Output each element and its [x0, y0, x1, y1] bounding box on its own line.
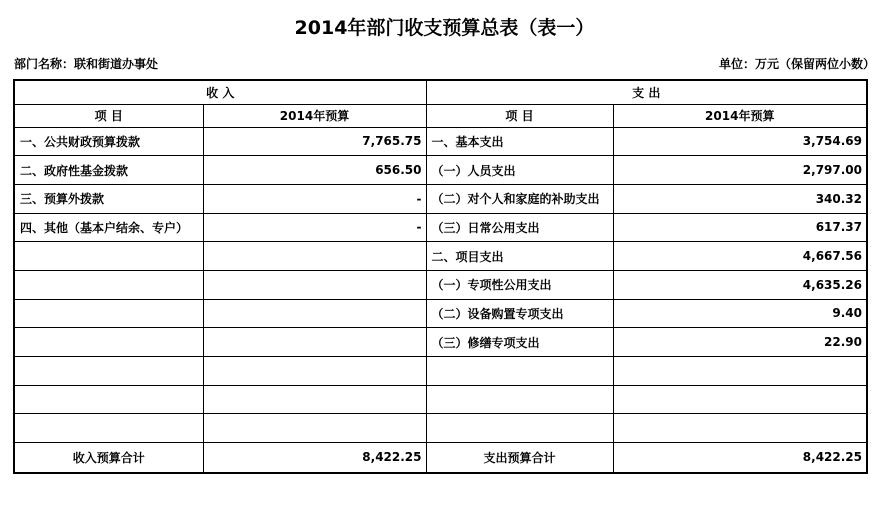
income-value-cell: [203, 270, 426, 299]
expense-item-cell: （一）专项性公用支出: [426, 270, 613, 299]
table-row: [14, 127, 867, 156]
income-total-label: 收入预算合计: [14, 443, 203, 473]
expense-item-cell: [426, 414, 613, 443]
unit-note-label: 单位：万元（保留两位小数）: [718, 57, 875, 71]
income-section-header: 收 入: [14, 80, 426, 104]
column-header-row: [14, 104, 867, 127]
expense-item-cell: 二、项目支出: [426, 242, 613, 271]
expense-value-cell: [613, 414, 867, 443]
expense-item-cell: [426, 357, 613, 386]
income-value-cell: [203, 328, 426, 357]
expense-value-cell: 3,754.69: [613, 127, 867, 156]
section-header-row: [14, 80, 867, 104]
income-item-cell: 一、公共财政预算拨款: [14, 127, 203, 156]
income-value-cell: [203, 385, 426, 414]
income-item-cell: 三、预算外拨款: [14, 184, 203, 213]
income-item-cell: 四、其他（基本户结余、专户）: [14, 213, 203, 242]
income-item-header: 项 目: [14, 104, 203, 127]
income-item-cell: [14, 357, 203, 386]
income-item-cell: [14, 385, 203, 414]
expense-value-cell: [613, 385, 867, 414]
expense-value-cell: 617.37: [613, 213, 867, 242]
expense-item-cell: （三）修缮专项支出: [426, 328, 613, 357]
expense-value-cell: 22.90: [613, 328, 867, 357]
income-item-cell: [14, 328, 203, 357]
income-item-cell: [14, 242, 203, 271]
expense-item-header: 项 目: [426, 104, 613, 127]
table-row: [14, 242, 867, 271]
budget-table: [13, 79, 868, 474]
table-row: [14, 299, 867, 328]
income-value-cell: -: [203, 213, 426, 242]
expense-value-cell: 4,635.26: [613, 270, 867, 299]
meta-row: [14, 55, 875, 72]
expense-value-cell: 2,797.00: [613, 156, 867, 185]
expense-item-cell: （三）日常公用支出: [426, 213, 613, 242]
table-row: [14, 328, 867, 357]
income-value-cell: 656.50: [203, 156, 426, 185]
table-row: [14, 385, 867, 414]
table-row: [14, 357, 867, 386]
income-budget-header: 2014年预算: [203, 104, 426, 127]
income-item-cell: [14, 414, 203, 443]
expense-value-cell: 4,667.56: [613, 242, 867, 271]
table-row: [14, 184, 867, 213]
expense-item-cell: （一）人员支出: [426, 156, 613, 185]
expense-item-cell: 一、基本支出: [426, 127, 613, 156]
income-value-cell: [203, 242, 426, 271]
table-row: [14, 213, 867, 242]
expense-item-cell: （二）设备购置专项支出: [426, 299, 613, 328]
expense-budget-header: 2014年预算: [613, 104, 867, 127]
total-row: [14, 443, 867, 473]
expense-value-cell: 340.32: [613, 184, 867, 213]
expense-total-label: 支出预算合计: [426, 443, 613, 473]
income-value-cell: [203, 414, 426, 443]
department-name-label: 部门名称：联和街道办事处: [14, 57, 159, 71]
table-row: [14, 156, 867, 185]
income-value-cell: -: [203, 184, 426, 213]
expense-value-cell: [613, 357, 867, 386]
expense-item-cell: [426, 385, 613, 414]
expense-total-value: 8,422.25: [613, 443, 867, 473]
table-row: [14, 414, 867, 443]
income-total-value: 8,422.25: [203, 443, 426, 473]
income-item-cell: [14, 299, 203, 328]
expense-item-cell: （二）对个人和家庭的补助支出: [426, 184, 613, 213]
income-value-cell: [203, 299, 426, 328]
income-value-cell: [203, 357, 426, 386]
table-row: [14, 270, 867, 299]
income-item-cell: [14, 270, 203, 299]
expense-section-header: 支 出: [426, 80, 867, 104]
income-item-cell: 二、政府性基金拨款: [14, 156, 203, 185]
expense-value-cell: 9.40: [613, 299, 867, 328]
income-value-cell: 7,765.75: [203, 127, 426, 156]
page-title: 2014年部门收支预算总表（表一）: [294, 17, 595, 39]
